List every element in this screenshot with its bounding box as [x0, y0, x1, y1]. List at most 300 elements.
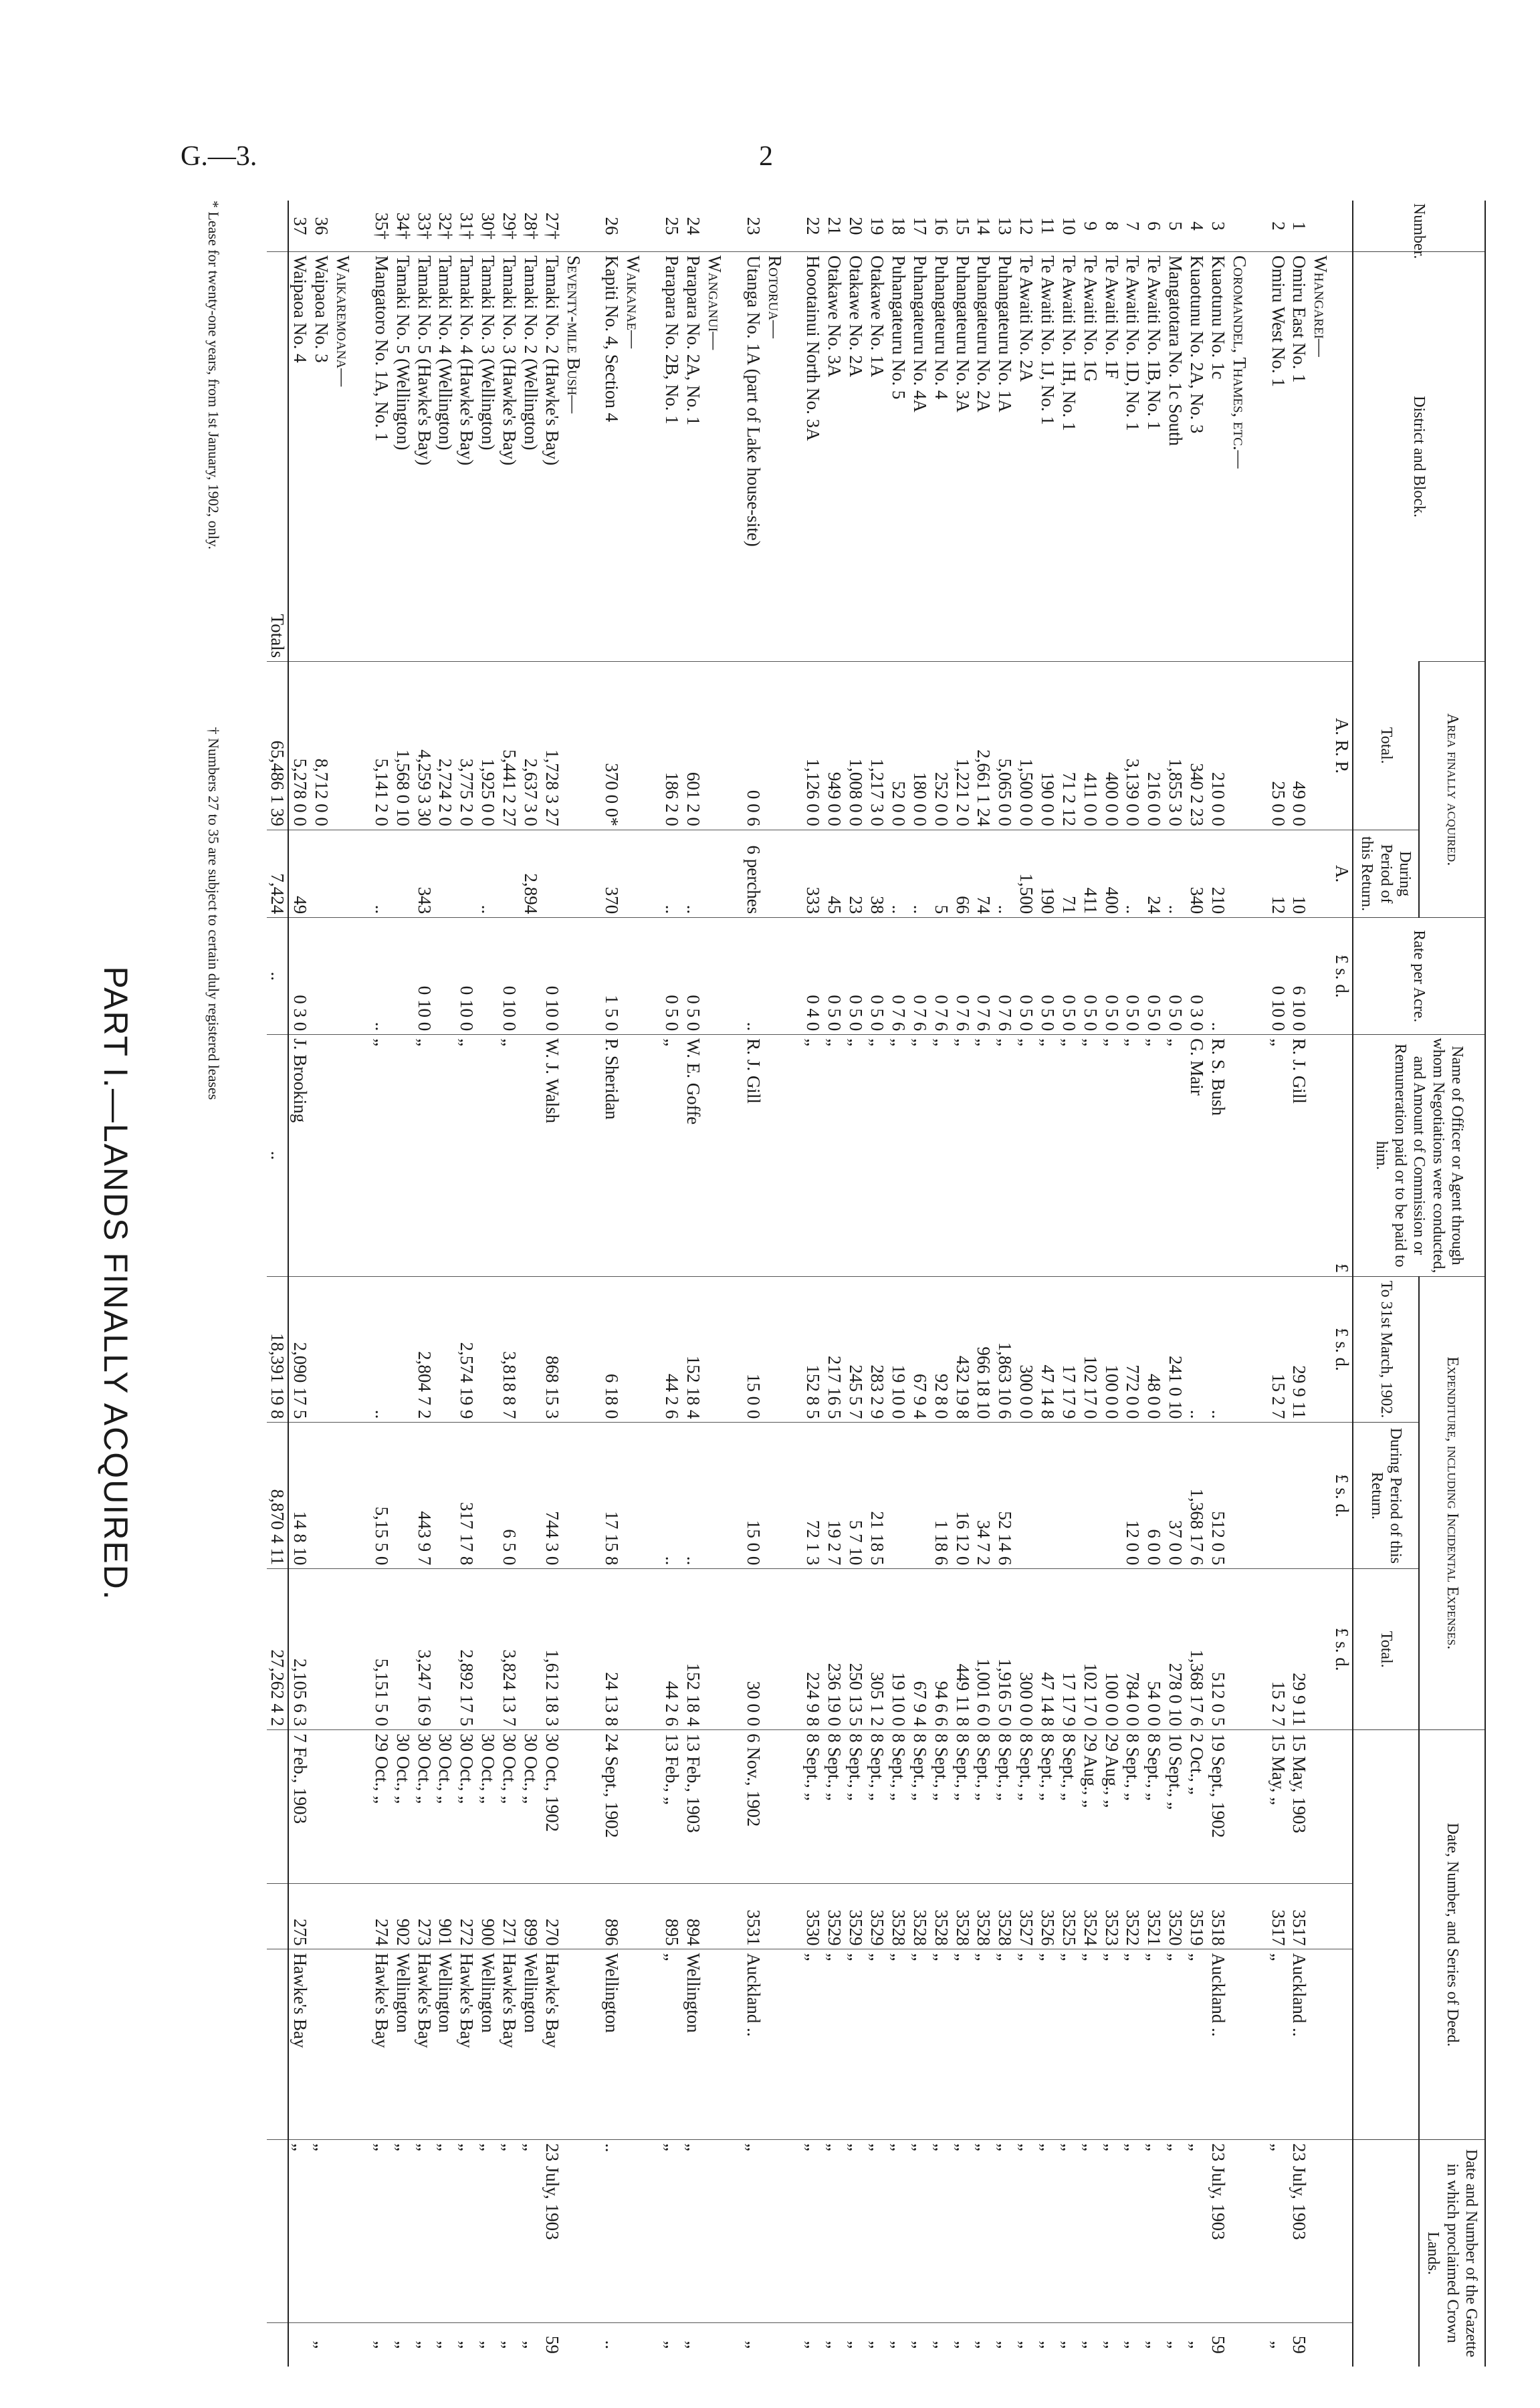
officer-cell: „: [1164, 1035, 1186, 1276]
deed-date: 10 Sept., „: [1164, 1730, 1186, 1884]
officer-cell: „: [909, 1035, 930, 1276]
deed-number: 274: [370, 1883, 392, 1949]
deed-series: [310, 1949, 332, 2140]
area-total: 370 0 0*: [601, 662, 623, 830]
deed-number: 3528: [930, 1883, 952, 1949]
district-cell: Te Awaiti No. 1F: [1101, 252, 1122, 662]
rate-cell: 0 7 6: [973, 918, 994, 1035]
col-exp-to: To 31st March, 1902.: [1353, 1276, 1419, 1423]
district-cell: Omiru East No. 1: [1289, 252, 1310, 662]
gazette-date: „: [930, 2140, 952, 2323]
page-number: 2: [759, 141, 773, 172]
district-cell: Te Awaiti No. 1G: [1079, 252, 1101, 662]
unit-exp-to: £ s. d.: [1331, 1276, 1353, 1423]
deed-number: 901: [435, 1883, 456, 1949]
officer-cell: „: [1036, 1035, 1058, 1276]
spacer-row: [785, 201, 802, 2367]
officer-cell: „: [973, 1035, 994, 1276]
section-row: [764, 201, 785, 2367]
area-total: 1,008 0 0: [845, 662, 866, 830]
col-area-group: Area finally acquired.: [1419, 662, 1485, 918]
district-cell: Mangatotara No. 1c South: [1164, 252, 1186, 662]
table-row: [661, 201, 682, 2367]
table-row: [973, 201, 994, 2367]
exp-total: 47 14 8: [1036, 1569, 1058, 1730]
area-total: 1,221 2 0: [952, 662, 973, 830]
row-number: 34†: [393, 212, 413, 240]
col-gazette: Date and Number of the Gazette in which proclaimed Crown Lands.: [1419, 2140, 1485, 2367]
table-row: [742, 201, 764, 2367]
exp-during: 1,368 17 6: [1186, 1423, 1207, 1569]
area-total: 3,775 2 0: [455, 662, 477, 830]
section-row: [622, 201, 643, 2367]
gazette-number: „: [866, 2322, 887, 2367]
officer-cell: [310, 1035, 332, 1276]
gazette-number: „: [1122, 2322, 1143, 2367]
totals-row: [267, 201, 289, 2367]
rate-cell: 6 10 0: [1289, 918, 1310, 1035]
gazette-number: „: [520, 2322, 541, 2367]
row-number: 3: [1208, 221, 1228, 231]
exp-during: [520, 1423, 541, 1569]
deed-series: Hawke's Bay: [498, 1949, 520, 2140]
section-row: [703, 201, 725, 2367]
gazette-number: „: [1101, 2322, 1122, 2367]
section-row: [562, 201, 584, 2367]
gazette-date: „: [498, 2140, 520, 2323]
exp-total: 24 13 8: [601, 1569, 623, 1730]
exp-to: 2,804 7 2: [413, 1276, 435, 1423]
unit-area: A. R. P.: [1331, 662, 1353, 830]
row-number: 8: [1101, 221, 1122, 231]
district-cell: Otakawe No. 3A: [824, 252, 845, 662]
officer-cell: „: [930, 1035, 952, 1276]
exp-total: 784 0 0: [1122, 1569, 1143, 1730]
section-heading: Waikanae—: [622, 252, 643, 662]
deed-number: 896: [601, 1883, 623, 1949]
gazette-number: „: [1164, 2322, 1186, 2367]
deed-date: 29 Oct., „: [370, 1730, 392, 1884]
exp-total: 1,001 6 0: [973, 1569, 994, 1730]
exp-total: 17 17 9: [1058, 1569, 1079, 1730]
rate-cell: 0 7 6: [909, 918, 930, 1035]
col-exp-total: Total.: [1353, 1569, 1419, 1730]
table-row: [1122, 201, 1143, 2367]
exp-to: 100 0 0: [1101, 1276, 1122, 1423]
rate-cell: 0 7 6: [952, 918, 973, 1035]
exp-to: 48 0 0: [1143, 1276, 1164, 1423]
area-period: 400: [1101, 830, 1122, 917]
section-heading: Waikaremoana—: [332, 252, 353, 662]
gazette-date: „: [1267, 2140, 1289, 2323]
exp-during: 21 18 5: [866, 1423, 887, 1569]
section-heading: Coromandel, Thames, etc.—: [1228, 252, 1250, 662]
deed-series: Wellington: [477, 1949, 498, 2140]
deed-date: 29 Aug., „: [1101, 1730, 1122, 1884]
exp-total: 3,247 16 9: [413, 1569, 435, 1730]
officer-cell: „: [802, 1035, 824, 1276]
row-number: 1: [1289, 221, 1310, 231]
exp-during: 19 2 7: [824, 1423, 845, 1569]
deed-date: 8 Sept., „: [1122, 1730, 1143, 1884]
deed-series: Hawke's Bay: [370, 1949, 392, 2140]
gazette-number: „: [952, 2322, 973, 2367]
gazette-number: „: [1143, 2322, 1164, 2367]
exp-during: 34 7 2: [973, 1423, 994, 1569]
exp-to: 2,574 19 9: [455, 1276, 477, 1423]
gazette-date: „: [909, 2140, 930, 2323]
gazette-date: „: [413, 2140, 435, 2323]
deed-date: 6 Nov., 1902: [742, 1730, 764, 1884]
rate-cell: 0 5 0: [866, 918, 887, 1035]
table-row: [1289, 201, 1310, 2367]
exp-total: 300 0 0: [1015, 1569, 1036, 1730]
area-period: 12: [1267, 830, 1289, 917]
deed-number: 3520: [1164, 1883, 1186, 1949]
exp-to: 217 16 5: [824, 1276, 845, 1423]
row-number: 24: [683, 217, 704, 235]
gazette-number: „: [1036, 2322, 1058, 2367]
gazette-number: „: [845, 2322, 866, 2367]
deed-series: Wellington: [520, 1949, 541, 2140]
rate-cell: 0 5 0: [1164, 918, 1186, 1035]
deed-series: „: [1143, 1949, 1164, 2140]
area-total: 0 0 6: [742, 662, 764, 830]
district-cell: Otakawe No. 1A: [866, 252, 887, 662]
deed-number: 900: [477, 1883, 498, 1949]
deed-date: 8 Sept., „: [1015, 1730, 1036, 1884]
officer-cell: „: [994, 1035, 1015, 1276]
rate-cell: ..: [370, 918, 392, 1035]
officer-cell: W. E. Goffe: [682, 1035, 703, 1276]
deed-series: „: [824, 1949, 845, 2140]
gazette-number: „: [435, 2322, 456, 2367]
exp-total: 44 2 6: [661, 1569, 682, 1730]
gazette-number: „: [661, 2322, 682, 2367]
unit-rate: £ s. d.: [1331, 918, 1353, 1035]
area-period: [392, 830, 413, 917]
area-total: 5,065 0 0: [994, 662, 1015, 830]
exp-to: 2,090 17 5: [288, 1276, 310, 1423]
gazette-date: „: [310, 2140, 332, 2323]
table-row: [310, 201, 332, 2367]
deed-number: 3528: [994, 1883, 1015, 1949]
exp-during: [1267, 1423, 1289, 1569]
exp-total: [435, 1569, 456, 1730]
deed-date: 29 Aug., „: [1079, 1730, 1101, 1884]
deed-series: „: [1079, 1949, 1101, 2140]
gazette-date: „: [1015, 2140, 1036, 2323]
exp-to: 47 14 8: [1036, 1276, 1058, 1423]
rate-cell: 0 5 0: [824, 918, 845, 1035]
exp-total: [477, 1569, 498, 1730]
district-cell: Kuaotunu No. 2A, No. 3: [1186, 252, 1207, 662]
exp-during: 52 14 6: [994, 1423, 1015, 1569]
officer-cell: „: [413, 1035, 435, 1276]
district-cell: Puhangateuru No. 1A: [994, 252, 1015, 662]
section-heading: Wanganui—: [703, 252, 725, 662]
exp-total: 5,151 5 0: [370, 1569, 392, 1730]
gazette-date: „: [520, 2140, 541, 2323]
deed-series: „: [887, 1949, 909, 2140]
rate-cell: ..: [742, 918, 764, 1035]
area-total: 949 0 0: [824, 662, 845, 830]
gazette-number: „: [802, 2322, 824, 2367]
deed-series: Auckland ..: [1289, 1949, 1310, 2140]
exp-during: [1101, 1423, 1122, 1569]
district-cell: Tamaki No. 3 (Hawke's Bay): [498, 252, 520, 662]
gazette-date: „: [994, 2140, 1015, 2323]
deed-date: 30 Oct., „: [392, 1730, 413, 1884]
rate-cell: 0 10 0: [541, 918, 562, 1035]
district-cell: Te Awaiti No. 2A: [1015, 252, 1036, 662]
officer-cell: „: [1267, 1035, 1289, 1276]
deed-series: „: [845, 1949, 866, 2140]
officer-cell: [392, 1035, 413, 1276]
exp-during: [1289, 1423, 1310, 1569]
deed-date: 30 Oct., „: [413, 1730, 435, 1884]
row-number: 10: [1059, 217, 1079, 235]
exp-to: 152 8 5: [802, 1276, 824, 1423]
exp-to: 152 18 4: [682, 1276, 703, 1423]
row-number: 9: [1080, 221, 1101, 231]
deed-number: [310, 1883, 332, 1949]
area-period: 38: [866, 830, 887, 917]
exp-total: 1,368 17 6: [1186, 1569, 1207, 1730]
area-period: [455, 830, 477, 917]
rate-cell: [477, 918, 498, 1035]
exp-total: [520, 1569, 541, 1730]
gazette-date: „: [682, 2140, 703, 2323]
exp-total: 15 2 7: [1267, 1569, 1289, 1730]
gazette-number: 59: [541, 2322, 562, 2367]
gazette-number: „: [455, 2322, 477, 2367]
gazette-date: ..: [601, 2140, 623, 2323]
row-number: 29†: [500, 212, 520, 240]
col-deed-sub: [1353, 1730, 1419, 2140]
deed-series: „: [930, 1949, 952, 2140]
col-rate: Rate per Acre.: [1353, 918, 1485, 1035]
table-row: [930, 201, 952, 2367]
row-number: 18: [888, 217, 909, 235]
deed-number: 3522: [1122, 1883, 1143, 1949]
deed-number: 3529: [824, 1883, 845, 1949]
unit-acres: A.: [1331, 830, 1353, 917]
totals-label: Totals: [267, 252, 289, 662]
table-row: [601, 201, 623, 2367]
officer-cell: R. J. Gill: [1289, 1035, 1310, 1276]
footnotes: [205, 201, 222, 2367]
deed-number: 3518: [1207, 1883, 1228, 1949]
row-number: 35†: [371, 212, 392, 240]
exp-total: 152 18 4: [682, 1569, 703, 1730]
table-row: [541, 201, 562, 2367]
deed-date: 24 Sept., 1902: [601, 1730, 623, 1884]
totals-area: 65,486 1 39: [267, 662, 289, 830]
gazette-number: „: [824, 2322, 845, 2367]
deed-date: 8 Sept., „: [1143, 1730, 1164, 1884]
deed-number: 272: [455, 1883, 477, 1949]
deed-number: 894: [682, 1883, 703, 1949]
district-cell: Kuaotunu No. 1c: [1207, 252, 1228, 662]
deed-series: Wellington: [392, 1949, 413, 2140]
area-total: 2,724 2 0: [435, 662, 456, 830]
unit-pound: £: [1331, 1035, 1353, 1276]
deed-date: 7 Feb., 1903: [288, 1730, 310, 1884]
table-row: [288, 201, 310, 2367]
exp-total: 1,916 5 0: [994, 1569, 1015, 1730]
exp-during: 12 0 0: [1122, 1423, 1143, 1569]
rate-cell: 0 5 0: [1101, 918, 1122, 1035]
exp-to: 15 0 0: [742, 1276, 764, 1423]
gazette-number: [288, 2322, 310, 2367]
deed-date: 30 Oct., „: [477, 1730, 498, 1884]
deed-series: „: [909, 1949, 930, 2140]
area-period: 10: [1289, 830, 1310, 917]
exp-to: ..: [1186, 1276, 1207, 1423]
gazette-date: „: [435, 2140, 456, 2323]
gazette-date: „: [1143, 2140, 1164, 2323]
section-heading: Whangarei—: [1309, 252, 1331, 662]
deed-series: „: [661, 1949, 682, 2140]
gazette-date: „: [845, 2140, 866, 2323]
exp-to: 44 2 6: [661, 1276, 682, 1423]
table-row: [392, 201, 413, 2367]
exp-to: 92 8 0: [930, 1276, 952, 1423]
deed-number: 3529: [866, 1883, 887, 1949]
area-period: 210: [1207, 830, 1228, 917]
exp-to: 15 2 7: [1267, 1276, 1289, 1423]
deed-number: 3531: [742, 1883, 764, 1949]
rate-cell: 0 5 0: [1015, 918, 1036, 1035]
exp-total: 449 11 8: [952, 1569, 973, 1730]
exp-to: [435, 1276, 456, 1423]
gazette-date: „: [1186, 2140, 1207, 2323]
gazette-number: „: [909, 2322, 930, 2367]
deed-series: Auckland ..: [1207, 1949, 1228, 2140]
spacer-row: [1250, 201, 1267, 2367]
exp-during: 6 0 0: [1143, 1423, 1164, 1569]
col-gazette-sub: [1353, 2140, 1419, 2367]
rate-cell: [435, 918, 456, 1035]
area-period: 1,500: [1015, 830, 1036, 917]
district-cell: Puhangateuru No. 4: [930, 252, 952, 662]
exp-during: 15 0 0: [742, 1423, 764, 1569]
area-total: 186 2 0: [661, 662, 682, 830]
exp-during: 1 18 6: [930, 1423, 952, 1569]
row-number: 28†: [520, 212, 541, 240]
area-period: ..: [477, 830, 498, 917]
table-row: [1207, 201, 1228, 2367]
deed-series: „: [1122, 1949, 1143, 2140]
table-row: [1058, 201, 1079, 2367]
deed-series: „: [802, 1949, 824, 2140]
area-period: 74: [973, 830, 994, 917]
district-cell: Parapara No. 2A, No. 1: [682, 252, 703, 662]
exp-during: 6 5 0: [498, 1423, 520, 1569]
footnote-star: * Lease for twenty-one years, from 1st January, 1902, only.: [205, 201, 222, 550]
rate-cell: 0 5 0: [1079, 918, 1101, 1035]
gazette-number: „: [682, 2322, 703, 2367]
area-total: 5,441 2 27: [498, 662, 520, 830]
exp-total: 3,824 13 7: [498, 1569, 520, 1730]
col-officer: Name of Officer or Agent through whom Negotiations were conducted, and Amount of Commission or Remuneration paid or to be paid to him.: [1353, 1035, 1485, 1276]
gazette-date: „: [1164, 2140, 1186, 2323]
section-heading: Seventy-mile Bush—: [562, 252, 584, 662]
rate-cell: 0 5 0: [661, 918, 682, 1035]
footnote-dagger: † Numbers 27 to 35 are subject to certain duly registered leases: [205, 727, 222, 1100]
deed-number: 3528: [909, 1883, 930, 1949]
area-total: 210 0 0: [1207, 662, 1228, 830]
district-cell: Puhangateuru No. 2A: [973, 252, 994, 662]
area-total: 5,141 2 0: [370, 662, 392, 830]
gazette-number: ..: [601, 2322, 623, 2367]
table-row: [952, 201, 973, 2367]
exp-to: 245 5 7: [845, 1276, 866, 1423]
col-exp-during: During Period of this Return.: [1353, 1423, 1419, 1569]
row-number: 6: [1144, 221, 1165, 231]
district-cell: Puhangateuru No. 5: [887, 252, 909, 662]
gazette-number: „: [1079, 2322, 1101, 2367]
exp-during: [1058, 1423, 1079, 1569]
rate-cell: 0 5 0: [1036, 918, 1058, 1035]
exp-total: 102 17 0: [1079, 1569, 1101, 1730]
lands-acquired-table: [267, 201, 1486, 2367]
gazette-number: „: [477, 2322, 498, 2367]
officer-cell: „: [887, 1035, 909, 1276]
district-cell: Parapara No. 2B, No. 1: [661, 252, 682, 662]
area-period: 49: [288, 830, 310, 917]
deed-number: 273: [413, 1883, 435, 1949]
officer-cell: „: [370, 1035, 392, 1276]
exp-to: 102 17 0: [1079, 1276, 1101, 1423]
officer-cell: „: [1101, 1035, 1122, 1276]
district-cell: Tamaki No. 5 (Hawke's Bay): [413, 252, 435, 662]
exp-during: 72 1 3: [802, 1423, 824, 1569]
deed-series: Hawke's Bay: [413, 1949, 435, 2140]
officer-cell: „: [952, 1035, 973, 1276]
area-period: ..: [909, 830, 930, 917]
rate-cell: [392, 918, 413, 1035]
district-cell: Te Awaiti No. 1B, No. 1: [1143, 252, 1164, 662]
area-total: 400 0 0: [1101, 662, 1122, 830]
row-number: 36: [312, 217, 332, 235]
area-total: 1,217 3 0: [866, 662, 887, 830]
officer-cell: „: [498, 1035, 520, 1276]
gazette-number: „: [498, 2322, 520, 2367]
gazette-number: „: [1267, 2322, 1289, 2367]
table-row: [866, 201, 887, 2367]
officer-cell: „: [1079, 1035, 1101, 1276]
gazette-number: „: [742, 2322, 764, 2367]
col-area-total: Total.: [1353, 662, 1419, 830]
gazette-number: „: [370, 2322, 392, 2367]
deed-date: 13 Feb., „: [661, 1730, 682, 1884]
table-row: [994, 201, 1015, 2367]
area-period: ..: [1122, 830, 1143, 917]
deed-series: „: [1101, 1949, 1122, 2140]
area-total: 1,855 3 0: [1164, 662, 1186, 830]
gazette-date: „: [1122, 2140, 1143, 2323]
gazette-date: „: [1101, 2140, 1122, 2323]
row-number: 19: [867, 217, 888, 235]
area-total: 52 0 0: [887, 662, 909, 830]
officer-cell: R. J. Gill: [742, 1035, 764, 1276]
table-row: [1036, 201, 1058, 2367]
deed-number: 3517: [1267, 1883, 1289, 1949]
officer-cell: „: [845, 1035, 866, 1276]
exp-total: 54 0 0: [1143, 1569, 1164, 1730]
